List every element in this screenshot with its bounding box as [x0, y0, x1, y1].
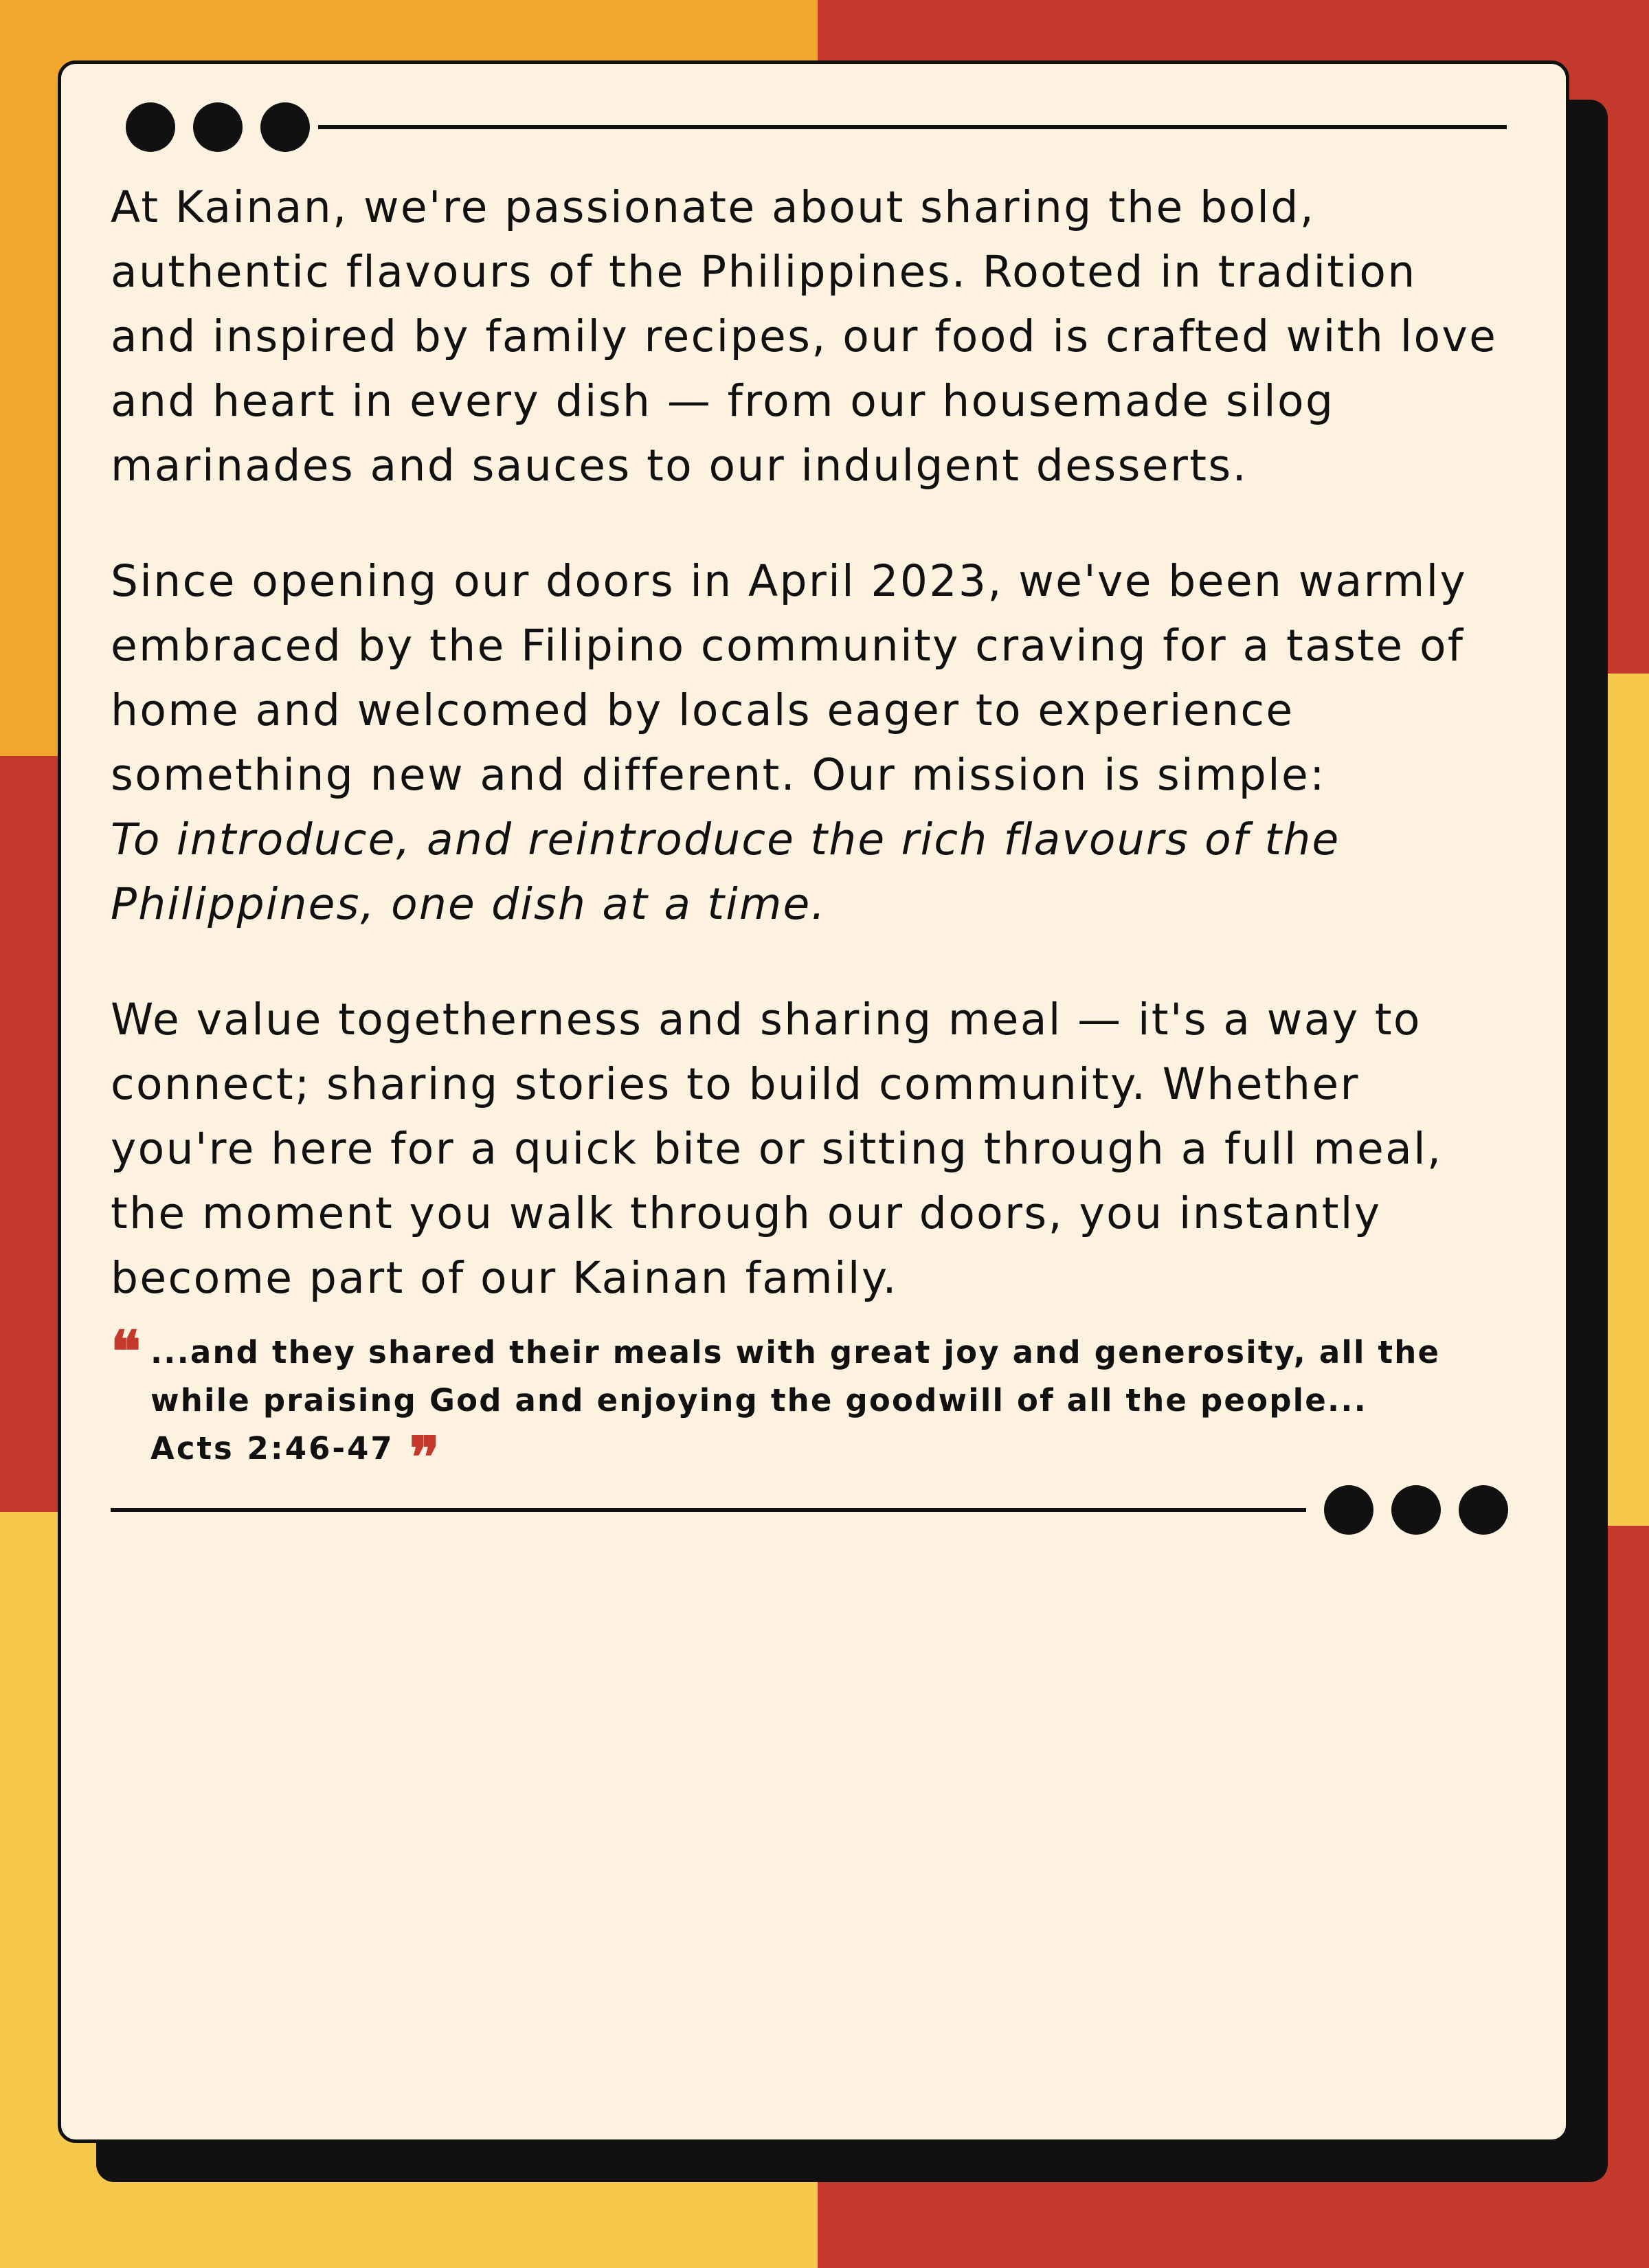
about-body: [111, 175, 1516, 1311]
scripture-text: ...and they shared their meals with great joy and generosity, all the while praising God and enjoying the goodwill of all the people...: [150, 1334, 1441, 1419]
paragraph-intro: At Kainan, we're passionate about sharing the bold, authentic flavours of the Philippines. Rooted in tradition and inspired by family recipes, our food is crafted with love and heart in every dish — from our housemade silog marinades and sauces to our indulgent desserts.: [111, 182, 1498, 491]
bottom-decoration-row: [111, 1485, 1516, 1535]
top-decoration-row: [111, 102, 1516, 152]
circle-dot-icon: [126, 102, 175, 152]
circle-dot-icon: [1324, 1485, 1373, 1535]
quote-open-icon: ❝: [111, 1319, 142, 1385]
about-us-card: [58, 60, 1569, 2143]
mission-statement: To introduce, and reintroduce the rich flavours of the Philippines, one dish at a time.: [111, 814, 1340, 929]
scripture-reference: Acts 2:46-47: [150, 1430, 394, 1467]
quote-close-icon: ❞: [409, 1425, 440, 1491]
scripture-quote: [111, 1319, 1516, 1491]
circle-dot-icon: [1391, 1485, 1441, 1535]
paragraph-closing: We value togetherness and sharing meal — it's a way to connect; sharing stories to build community. Whether you're here for a quick bite or sitting through a full meal, the moment you walk through our doors, you instantly become part of our Kainan family.: [111, 994, 1443, 1303]
horizontal-rule-divider: [111, 1508, 1306, 1512]
horizontal-rule-divider: [318, 125, 1507, 129]
circle-dot-icon: [1459, 1485, 1508, 1535]
circle-dot-icon: [193, 102, 243, 152]
circle-dot-icon: [260, 102, 310, 152]
paragraph-opening: Since opening our doors in April 2023, we've been warmly embraced by the Filipino community craving for a taste of home and welcomed by locals eager to experience something new and different. Our mission is simple:: [111, 556, 1468, 800]
